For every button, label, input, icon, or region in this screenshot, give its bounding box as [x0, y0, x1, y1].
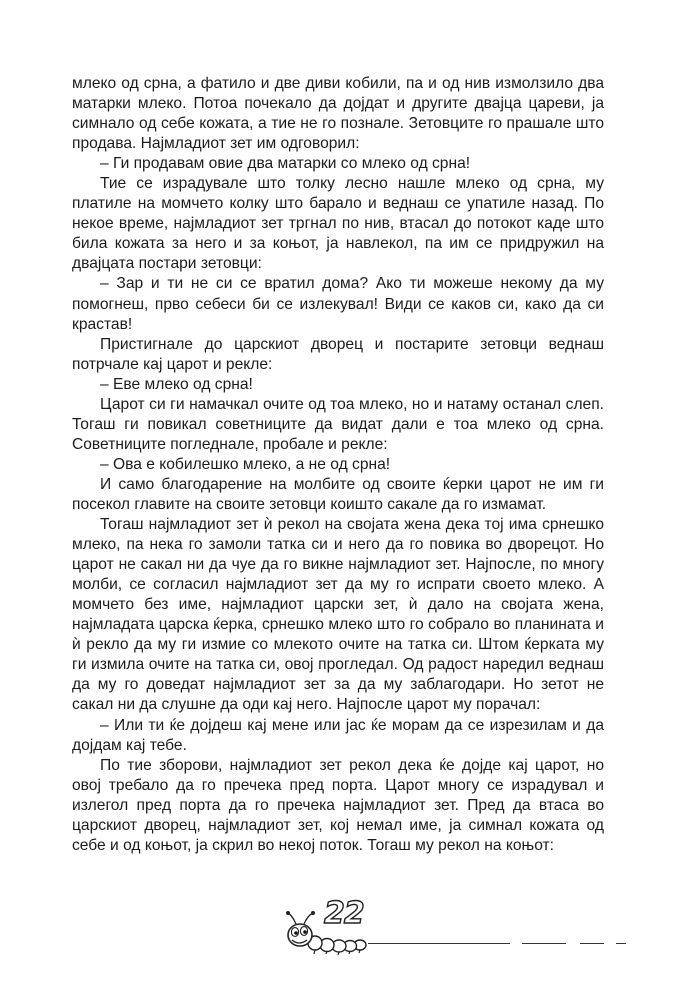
paragraph: Пристигнале до царскиот дворец и постарите зетовци веднаш потрчале кај царот и рекле: — [72, 335, 604, 373]
page-footer — [0, 895, 686, 975]
footer-rule — [522, 943, 566, 944]
paragraph: млеко од срна, а фатило и две диви кобили, па и од нив измолзило два матарки млеко. Потоа почекало да дојдат и другите двајца цареви, ја симнало од себе кожата, а тие не го познале. Зетовците го прашале што продава. Најмладиот зет им одговорил: — [72, 75, 604, 153]
paragraph: И само благодарение на молбите од своите ќерки царот не им ги посекол главите на своите зетовци коишто сакале да го измамат. — [72, 475, 604, 513]
story-text — [72, 74, 604, 856]
paragraph: – Или ти ќе дојдеш кај мене или јас ќе морам да се изрезилам и да дојдам кај тебе. — [72, 716, 604, 754]
footer-rule — [616, 943, 626, 944]
paragraph: – Ова е кобилешко млеко, а не од срна! — [100, 455, 391, 473]
footer-rule — [580, 943, 604, 944]
paragraph: – Ги продавам овие два матарки со млеко од срна! — [100, 155, 471, 173]
paragraph: Тогаш најмладиот зет ѝ рекол на својата жена дека тој има срнешко млеко, па нека го замоли татка си и него да го повика во дворецот. Но царот не сакал ни да чуе да го викне најмладиот зет. Најпосле, по многу молби, се согласил најмладиот зет да му го испрати своето млеко. А момчето без име, најмладиот царски зет, ѝ дало на својата жена, најмладата царска ќерка, срнешко млеко што го собрало во планината и ѝ рекло да му ги измие со млекото очите на татка си. Штом ќерката му ги измила очите на татка си, овој прогледал. Од радост наредил веднаш да му го доведат најмладиот зет за да му заблагодари. Но зетот не сакал ни да слушне да оди кај него. Најпосле царот му порачал: — [72, 516, 604, 714]
paragraph: – Зар и ти не си се вратил дома? Ако ти можеше некому да му помогнеш, прво себеси би се излекувал! Види се каков си, како да си крастав! — [72, 275, 604, 333]
paragraph: Тие се израдувале што толку лесно нашле млеко од срна, му платиле на момчето колку што барало и веднаш се упатиле назад. По некое време, најмладиот зет тргнал по нив, втасал до потокот каде што била кожата за него и за коњот, ја навлекол, па им се придружил на двајцата постари зетовци: — [72, 175, 604, 273]
paragraph: Царот си ги намачкал очите од тоа млеко, но и натаму останал слеп. Тогаш ги повикал советниците да видат дали е тоа млеко од срна. Советниците погледнале, пробале и рекле: — [72, 395, 604, 453]
paragraph: – Еве млеко од срна! — [100, 375, 253, 393]
footer-rule — [368, 943, 510, 944]
paragraph: По тие зборови, најмладиот зет рекол дека ќе дојде кај царот, но овој требало да го пречека пред порта. Царот многу се израдувал и излегол пред порта да го пречека најмладиот зет. Пред да втаса во царскиот дворец, најмладиот зет, кој немал име, ја симнал кожата од себе и од коњот, ја скрил во некој поток. Тогаш му рекол на коњот: — [72, 756, 604, 854]
page-number: 22 — [324, 896, 364, 931]
